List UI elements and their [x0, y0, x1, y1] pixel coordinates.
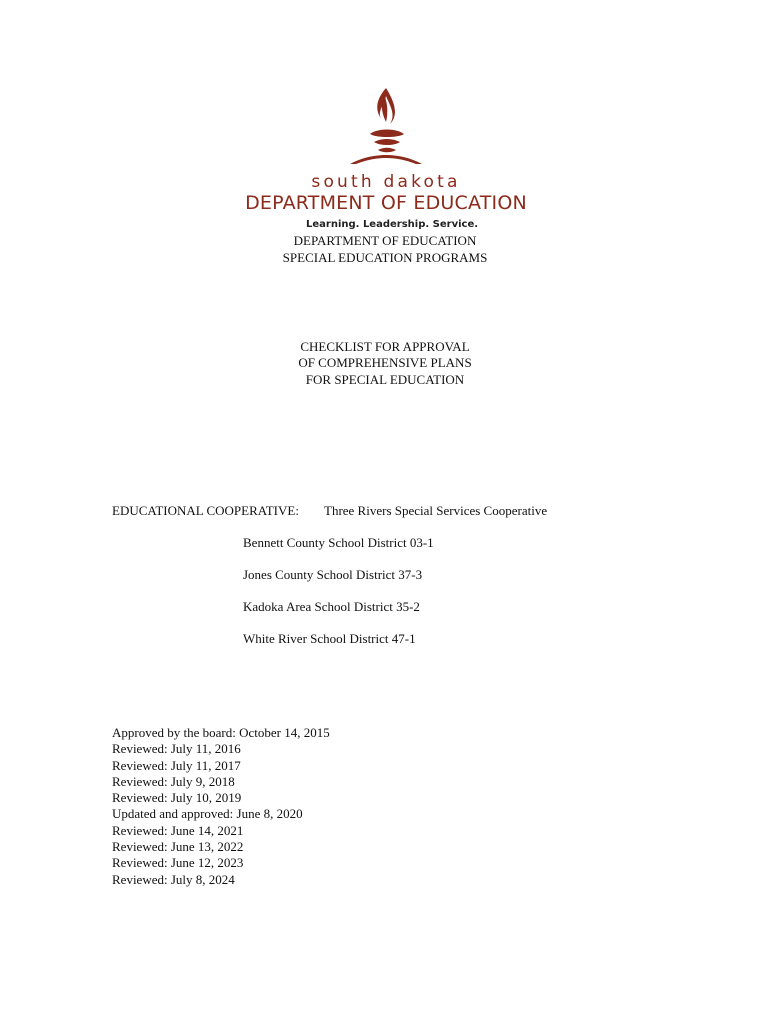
district-item: White River School District 47-1 — [243, 631, 416, 646]
history-entry: Approved by the board: October 14, 2015 — [112, 725, 330, 740]
district-item: Jones County School District 37-3 — [243, 567, 423, 582]
torch-icon — [346, 84, 426, 168]
history-entry: Reviewed: June 14, 2021 — [112, 822, 244, 838]
review-history — [112, 725, 330, 888]
cooperative-label: EDUCATIONAL COOPERATIVE: — [112, 503, 299, 518]
logo-tagline: Learning. Leadership. Service. — [306, 219, 479, 230]
history-entry: Reviewed: June 12, 2023 — [112, 855, 244, 871]
cooperative-name: Three Rivers Special Services Cooperative — [324, 503, 548, 518]
history-entry: Reviewed: July 10, 2019 — [112, 790, 242, 806]
title-line-3: FOR SPECIAL EDUCATION — [305, 372, 465, 387]
history-entry: Reviewed: June 13, 2022 — [112, 839, 244, 855]
district-item: Kadoka Area School District 35-2 — [243, 599, 420, 614]
history-entry: Reviewed: July 9, 2018 — [112, 773, 235, 789]
history-entry: Reviewed: July 11, 2017 — [112, 757, 241, 773]
history-entry: Reviewed: July 11, 2016 — [112, 741, 241, 757]
logo-department-name: DEPARTMENT OF EDUCATION — [245, 192, 527, 214]
district-item: Bennett County School District 03-1 — [243, 535, 434, 550]
department-logo — [236, 84, 536, 234]
logo-state-name: south dakota — [311, 172, 461, 192]
header-line-1: DEPARTMENT OF EDUCATION — [293, 233, 477, 248]
title-line-1: CHECKLIST FOR APPROVAL — [300, 339, 470, 354]
history-entry: Reviewed: July 8, 2024 — [112, 871, 235, 887]
history-entry: Updated and approved: June 8, 2020 — [112, 806, 303, 822]
title-line-2: OF COMPREHENSIVE PLANS — [298, 355, 472, 370]
header-line-2: SPECIAL EDUCATION PROGRAMS — [282, 250, 488, 265]
